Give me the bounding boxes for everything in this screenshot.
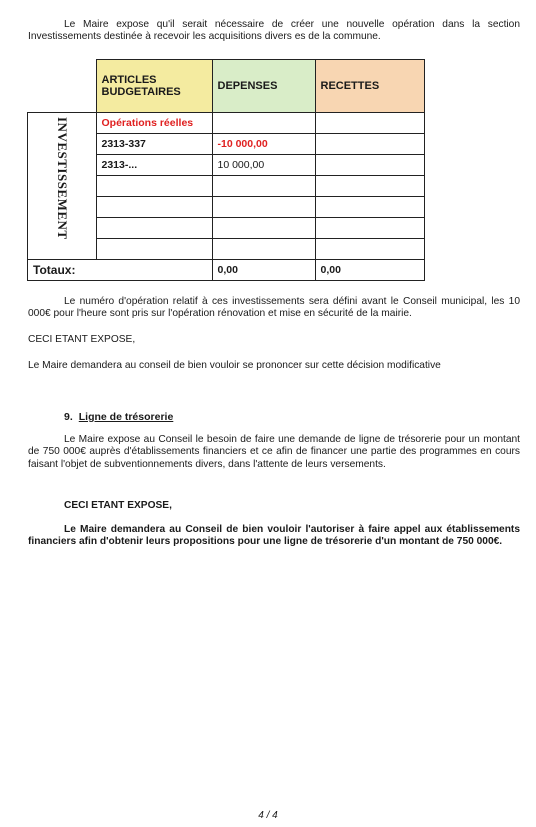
row-recettes [315,134,424,155]
budget-table [27,59,425,281]
row-depenses: 10 000,00 [212,155,315,176]
section-9-title [64,411,173,423]
totals-row [28,260,425,281]
table-row [28,113,425,134]
section-heading: Ligne de trésorerie [78,411,174,423]
header-blank-cell [28,60,97,113]
section-number: 9. [64,411,73,423]
tresorerie-paragraph: Le Maire expose au Conseil le besoin de faire une demande de ligne de trésorerie pour un montant de 750 000€ auprès d'établissements financiers et ce afin de financer une partie des programmes en cours faisant l'objet de subventionnements divers, dans l'attente de leurs versements. [28,434,520,470]
ceci-etant-expose-1: CECI ETANT EXPOSE, [28,334,136,345]
table-header-row [28,60,425,113]
row-depenses [212,113,315,134]
row-recettes [315,113,424,134]
demande-paragraph-2: Le Maire demandera au Conseil de bien vouloir l'autoriser à faire appel aux établissements financiers afin d'obtenir leurs propositions pour une ligne de trésorerie d'un montant de 750 000€. [28,524,520,548]
header-depenses: DEPENSES [212,60,315,113]
row-depenses: -10 000,00 [212,134,315,155]
section-label-cell [28,113,97,260]
row-recettes [315,239,424,260]
row-article [96,218,212,239]
header-recettes: RECETTES [315,60,424,113]
row-recettes [315,176,424,197]
row-depenses [212,197,315,218]
row-recettes [315,155,424,176]
totals-depenses: 0,00 [212,260,315,281]
page-number: 4 / 4 [258,810,278,821]
row-article [96,176,212,197]
row-depenses [212,239,315,260]
row-depenses [212,218,315,239]
row-article: 2313-... [96,155,212,176]
row-article [96,197,212,218]
totals-label: Totaux: [28,260,213,281]
ceci-etant-expose-2: CECI ETANT EXPOSE, [64,500,172,511]
intro-paragraph: Le Maire expose qu'il serait nécessaire de créer une nouvelle opération dans la section Investissements destinée à recevoir les acquisitions divers es de la commune. [28,19,520,43]
demande-paragraph-1: Le Maire demandera au conseil de bien vouloir se prononcer sur cette décision modificative [28,360,441,371]
row-article: 2313-337 [96,134,212,155]
row-depenses [212,176,315,197]
header-articles: ARTICLES BUDGETAIRES [96,60,212,113]
row-recettes [315,218,424,239]
totals-recettes: 0,00 [315,260,424,281]
row-recettes [315,197,424,218]
section-label: INVESTISSEMENT [54,117,70,240]
row-article [96,239,212,260]
row-article: Opérations réelles [96,113,212,134]
numero-paragraph: Le numéro d'opération relatif à ces investissements sera défini avant le Conseil municipal, les 10 000€ pour l'heure sont pris sur l'opération rénovation et mise en sécurité de la mairie. [28,296,520,320]
